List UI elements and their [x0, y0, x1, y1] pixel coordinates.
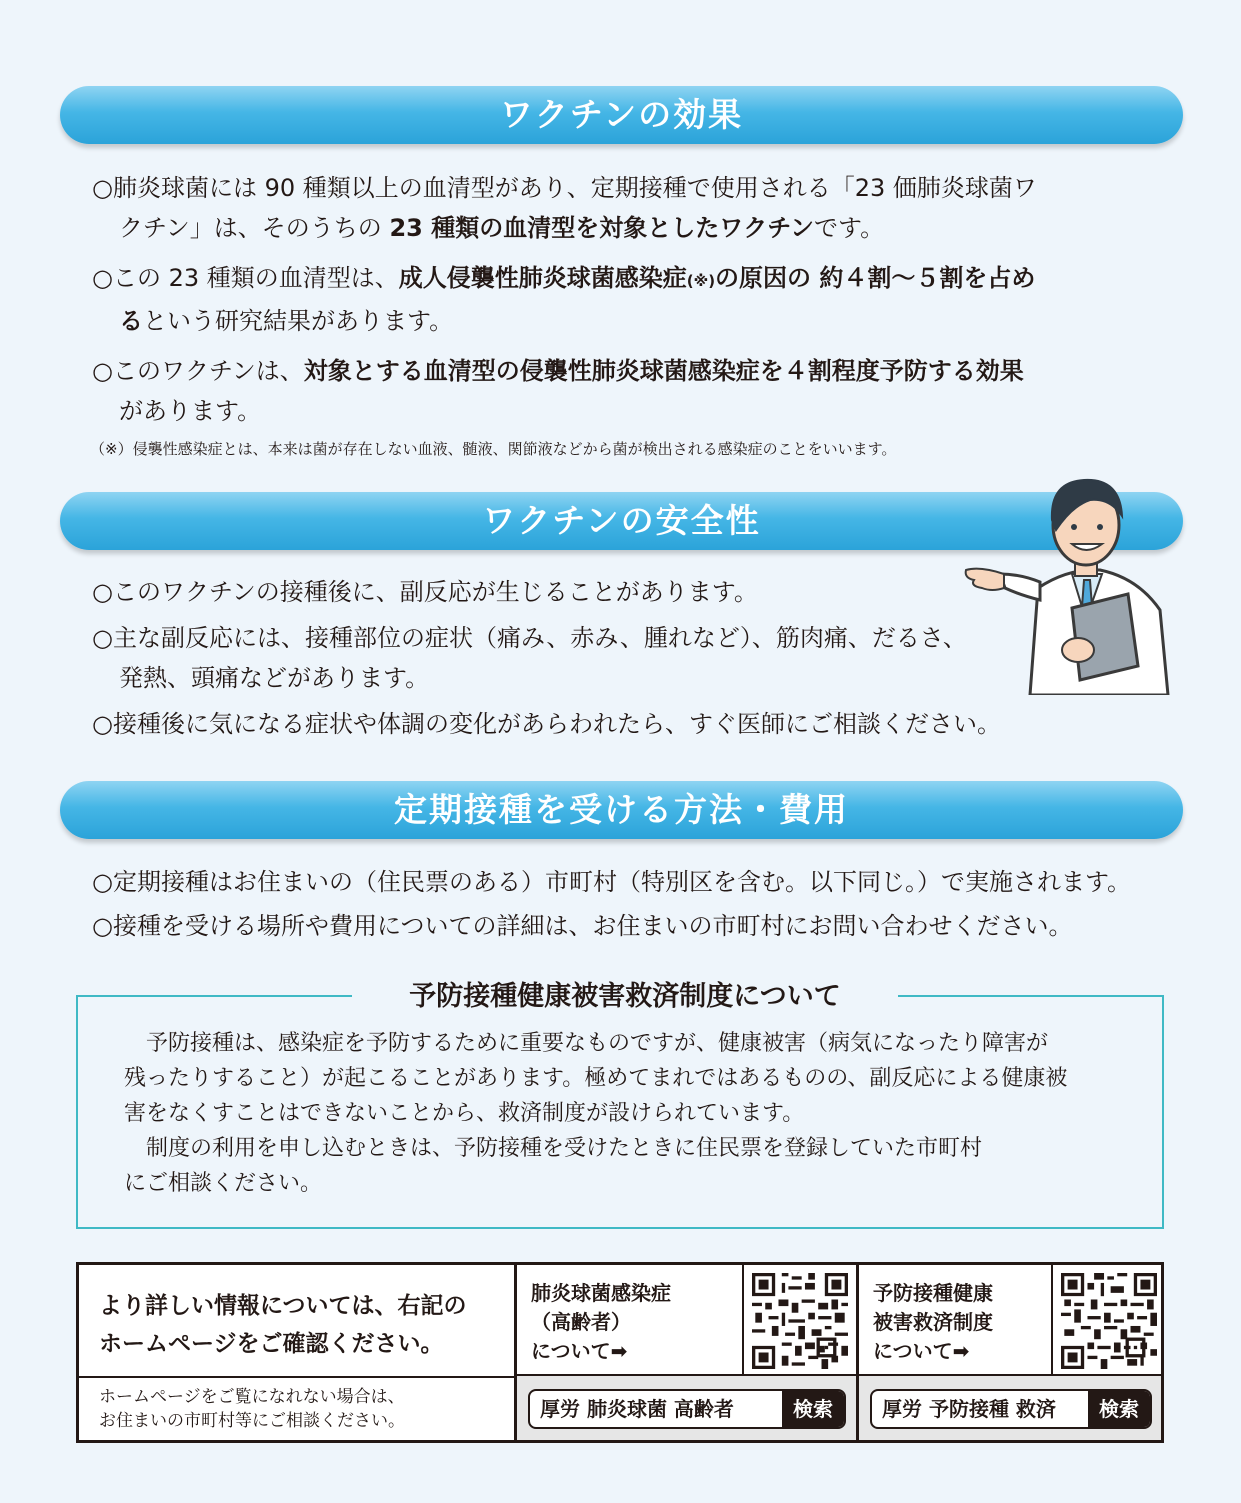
relief-system-body — [124, 1026, 1134, 1201]
effect-paragraph-2-line-2: るという研究結果があります。 — [119, 307, 454, 335]
safety-line-3: 発熱、頭痛などがあります。 — [119, 664, 430, 692]
effect-paragraph-3-line-2: があります。 — [119, 397, 262, 425]
more-info-message — [99, 1287, 467, 1363]
more-info-line-2: ホームページをご確認ください。 — [99, 1331, 444, 1357]
method-line-1: ○定期接種はお住まいの（住民票のある）市町村（特別区を含む。以下同じ。）で実施されます。 — [92, 868, 1132, 896]
vaccine-safety-text — [92, 572, 1172, 744]
search-box-1[interactable] — [528, 1389, 846, 1429]
section-title-method-cost: 定期接種を受ける方法・費用 — [60, 781, 1183, 839]
fallback-line-1: ホームページをご覧になれない場合は、 — [99, 1387, 405, 1407]
section-title-vaccine-safety: ワクチンの安全性 — [60, 492, 1183, 550]
footnote: （※）侵襲性感染症とは、本来は菌が存在しない血液、髄液、関節液などから菌が検出される感染症のことをいいます。 — [90, 440, 897, 458]
safety-line-2: ○主な副反応には、接種部位の症状（痛み、赤み、腫れなど）、筋肉痛、だるさ、 — [92, 624, 967, 652]
fallback-message — [99, 1385, 405, 1433]
more-info-table — [76, 1262, 1164, 1443]
link1-line-1: 肺炎球菌感染症 — [531, 1281, 671, 1305]
search-query-2: 厚労 予防接種 救済 — [882, 1397, 1056, 1421]
effect-paragraph-1-line-2: クチン」は、そのうちの 23 種類の血清型を対象としたワクチンです。 — [119, 214, 885, 242]
search-query-1: 厚労 肺炎球菌 高齢者 — [540, 1397, 734, 1421]
effect-paragraph-2-line-1: ○この 23 種類の血清型は、成人侵襲性肺炎球菌感染症(※)の原因の 約４割～５割を占め — [92, 264, 1036, 292]
method-cost-text — [92, 862, 1172, 946]
link2-line-2: 被害救済制度 — [873, 1310, 993, 1334]
effect-paragraph-1-line-1: ○肺炎球菌には 90 種類以上の血清型があり、定期接種で使用される「23 価肺炎球菌ワ — [92, 174, 1037, 202]
qr-code-1[interactable] — [752, 1273, 848, 1369]
section-title-vaccine-effect: ワクチンの効果 — [60, 86, 1183, 144]
safety-line-4: ○接種後に気になる症状や体調の変化があらわれたら、すぐ医師にご相談ください。 — [92, 710, 1001, 738]
relief-line-5: にご相談ください。 — [124, 1171, 323, 1196]
search-button-1[interactable]: 検索 — [782, 1391, 844, 1427]
link2-line-3: について➡ — [873, 1339, 970, 1363]
effect-paragraph-3-line-1: ○このワクチンは、対象とする血清型の侵襲性肺炎球菌感染症を４割程度予防する効果 — [92, 357, 1024, 385]
relief-line-3: 害をなくすことはできないことから、救済制度が設けられています。 — [124, 1101, 805, 1126]
link-pneumococcal-elderly[interactable] — [531, 1279, 671, 1366]
relief-line-2: 残ったりすること）が起こることがあります。極めてまれではあるものの、副反応による健康被 — [124, 1066, 1068, 1091]
vaccine-effect-text — [92, 168, 1172, 461]
fallback-line-2: お住まいの市町村等にご相談ください。 — [99, 1411, 405, 1431]
relief-line-4: 制度の利用を申し込むときは、予防接種を受けたときに住民票を登録していた市町村 — [124, 1136, 983, 1161]
relief-system-title: 予防接種健康被害救済制度について — [352, 977, 898, 1017]
search-button-2[interactable]: 検索 — [1088, 1391, 1150, 1427]
qr-code-2[interactable] — [1061, 1273, 1157, 1369]
link1-line-2: （高齢者） — [531, 1310, 631, 1334]
search-box-2[interactable] — [870, 1389, 1152, 1429]
link2-line-1: 予防接種健康 — [873, 1281, 993, 1305]
relief-line-1: 予防接種は、感染症を予防するために重要なものですが、健康被害（病気になったり障害が — [124, 1031, 1049, 1056]
safety-line-1: ○このワクチンの接種後に、副反応が生じることがあります。 — [92, 578, 758, 606]
method-line-2: ○接種を受ける場所や費用についての詳細は、お住まいの市町村にお問い合わせください。 — [92, 912, 1073, 940]
link-relief-system[interactable] — [873, 1279, 993, 1366]
more-info-line-1: より詳しい情報については、右記の — [99, 1293, 467, 1319]
link1-line-3: について➡ — [531, 1339, 628, 1363]
